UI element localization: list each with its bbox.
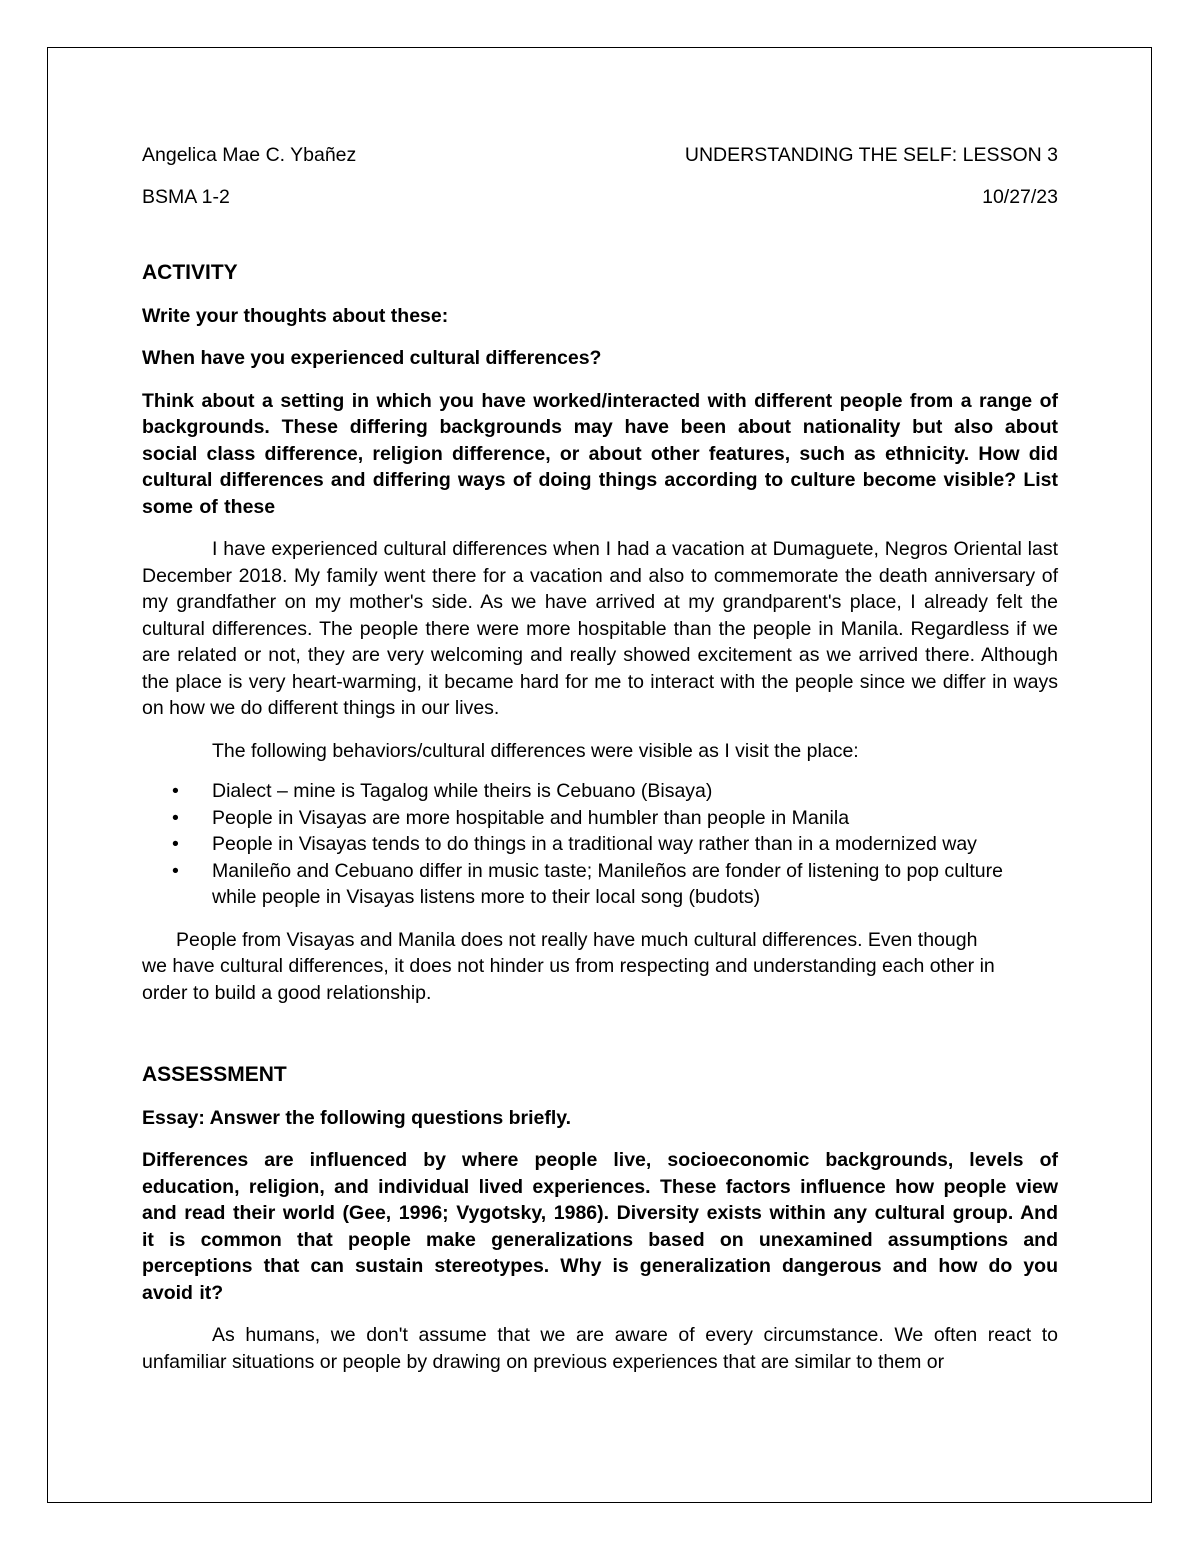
document-body [142, 142, 1058, 1375]
list-item [142, 778, 1058, 805]
activity-instruction: Write your thoughts about these: [142, 304, 449, 327]
differences-list [142, 778, 1058, 911]
section-code: BSMA 1-2 [142, 186, 230, 208]
list-item [142, 858, 1058, 911]
assessment-instruction: Essay: Answer the following questions briefly. [142, 1106, 572, 1129]
list-item [142, 805, 1058, 832]
student-name: Angelica Mae C. Ybañez [142, 144, 357, 166]
activity-heading: ACTIVITY [142, 261, 238, 284]
list-item-text: Dialect – mine is Tagalog while theirs is Cebuano (Bisaya) [212, 780, 713, 802]
bullet-icon: • [172, 833, 179, 855]
activity-question: When have you experienced cultural differences? [142, 347, 602, 369]
list-item [142, 831, 1058, 858]
document-date: 10/27/23 [982, 186, 1058, 208]
assessment-answer: As humans, we don't assume that we are aware of every circumstance. We often react to unfamiliar situations or people by drawing on previous experiences that are similar to them or [142, 1324, 1058, 1373]
list-item-text: Manileño and Cebuano differ in music taste; Manileños are fonder of listening to pop culture while people in Visayas listens more to their local song (budots) [212, 859, 1003, 908]
assessment-heading: ASSESSMENT [142, 1063, 287, 1086]
activity-prompt: Think about a setting in which you have worked/interacted with different people from a range of backgrounds. These differing backgrounds may have been about nationality but also about social class difference, religion difference, or about other features, such as ethnicity. How did cultural differences and differing ways of doing things according to culture become visible? List some of these [142, 389, 1058, 518]
bullet-icon: • [172, 806, 179, 829]
assessment-prompt: Differences are influenced by where people live, socioeconomic backgrounds, levels of education, religion, and individual lived experiences. These factors influence how people view and read their world (Gee, 1996; Vygotsky, 1986). Diversity exists within any cultural group. And it is common that people make generalizations based on unexamined assumptions and perceptions that can sustain stereotypes. Why is generalization dangerous and how do you avoid it? [142, 1149, 1058, 1304]
course-title: UNDERSTANDING THE SELF: LESSON 3 [684, 144, 1058, 166]
list-item-text: People in Visayas tends to do things in a traditional way rather than in a modernized way [212, 833, 977, 855]
activity-answer: I have experienced cultural differences when I had a vacation at Dumaguete, Negros Oriental last December 2018. My family went there for a vacation and also to commemorate the death anniversary of my grandfather on my mother's side. As we have arrived at my grandparent's place, I already felt the cultural differences. The people there were more hospitable than the people in Manila. Regardless if we are related or not, they are very welcoming and really showed excitement as we arrived there. Although the place is very heart-warming, it became hard for me to interact with the people since we differ in ways on how we do different things in our lives. [142, 538, 1058, 719]
list-intro: The following behaviors/cultural differences were visible as I visit the place: [212, 739, 859, 762]
header-row-2 [142, 184, 1058, 210]
list-item-text: People in Visayas are more hospitable and humbler than people in Manila [212, 806, 850, 829]
bullet-icon: • [172, 859, 179, 882]
activity-closing: People from Visayas and Manila does not really have much cultural differences. Even though we have cultural differences, it does not hinder us from respecting and understanding each other in order to build a good relationship. [142, 928, 995, 1004]
header-row-1 [142, 142, 1058, 168]
bullet-icon: • [172, 780, 179, 802]
